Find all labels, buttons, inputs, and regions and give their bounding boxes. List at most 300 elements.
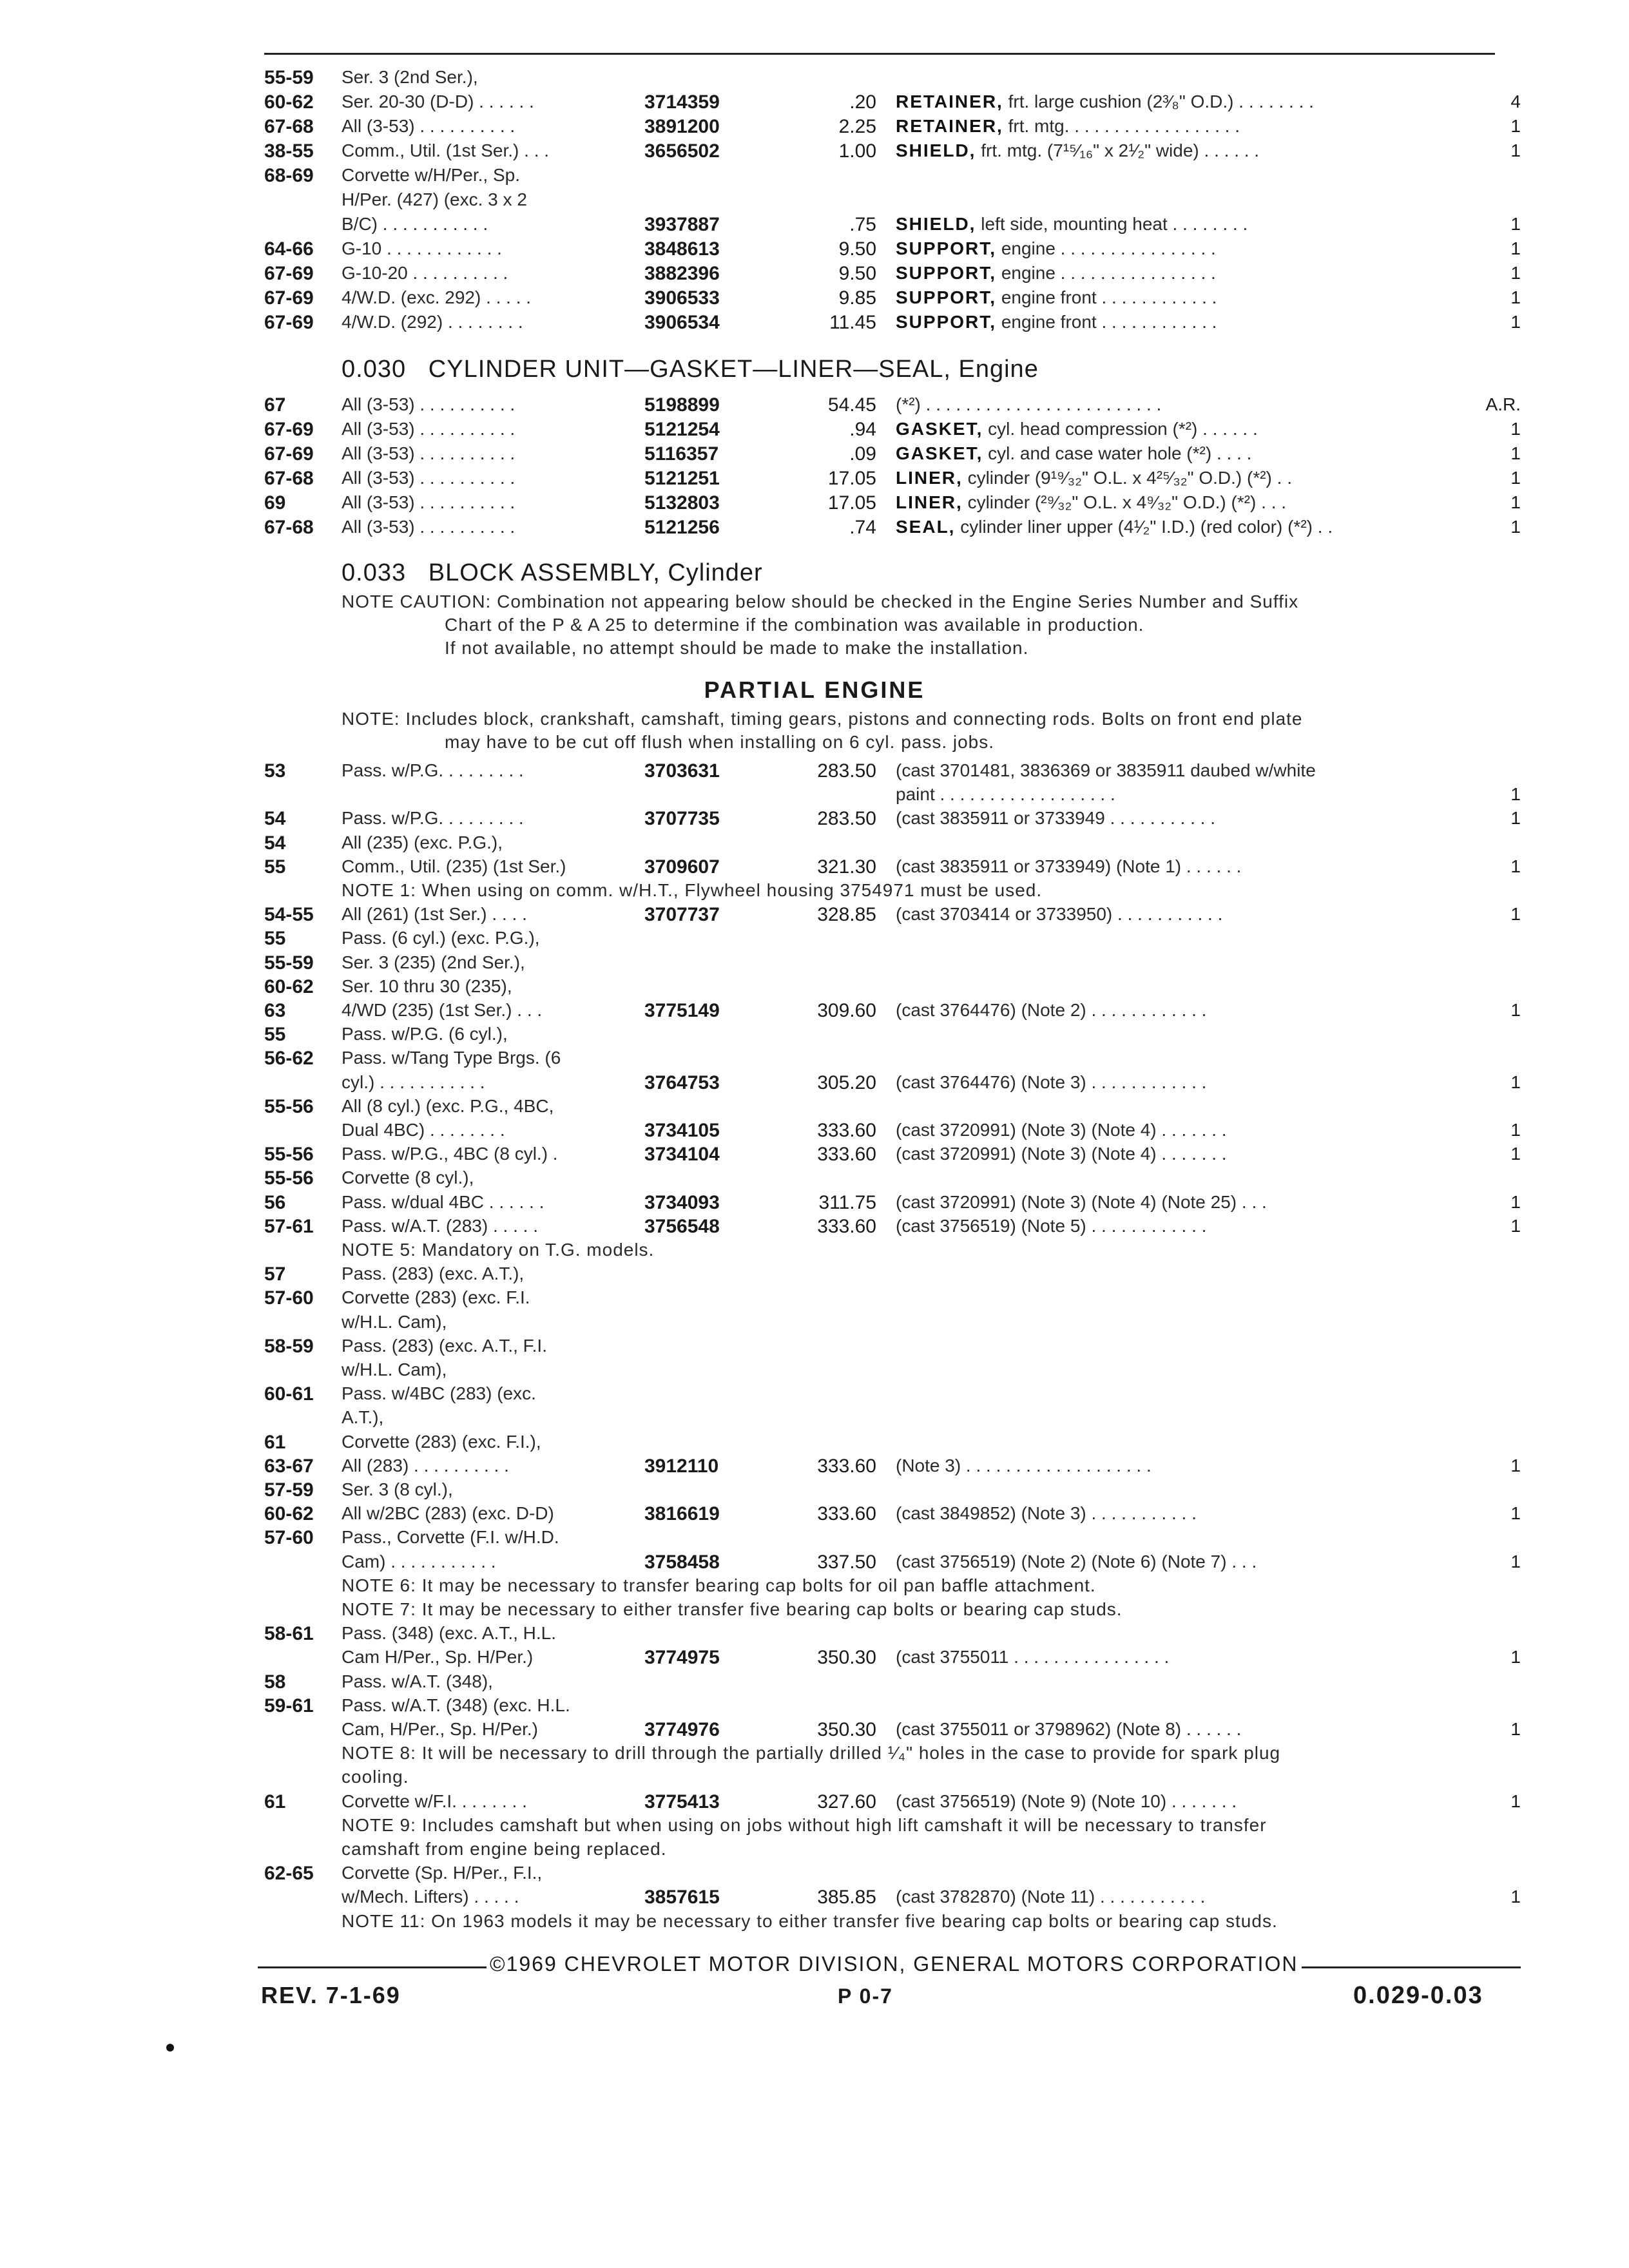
model-application: Ser. 3 (2nd Ser.), — [342, 67, 478, 87]
price: 309.60 — [817, 1000, 876, 1021]
caution-note-line: NOTE CAUTION: Combination not appearing below should be checked in the Engine Series Number and Suffix — [342, 591, 1299, 611]
part-detail: cyl. head compression (*²) . . . . . . — [988, 419, 1258, 439]
price: .75 — [849, 214, 876, 235]
price: 333.60 — [817, 1503, 876, 1525]
note-line: NOTE 8: It will be necessary to drill through the partially drilled ¹⁄₄" holes in the case to provide for spark plug — [342, 1743, 1281, 1763]
part-description — [896, 1503, 1197, 1524]
revision-date: REV. 7-1-69 — [261, 1982, 401, 2008]
quantity: 1 — [1510, 140, 1521, 160]
price: 9.50 — [838, 263, 876, 284]
quantity: 1 — [1510, 1072, 1521, 1092]
quantity: 1 — [1510, 214, 1521, 234]
quantity: 1 — [1510, 1144, 1521, 1164]
part-description — [896, 1456, 1152, 1476]
quantity: 1 — [1510, 1503, 1521, 1524]
price: 54.45 — [827, 394, 876, 416]
part-description — [896, 1000, 1206, 1021]
part-name: SHIELD, — [896, 140, 976, 160]
quantity: 1 — [1510, 419, 1521, 439]
note-line: NOTE 6: It may be necessary to transfer bearing cap bolts for oil pan baffle attachment. — [342, 1575, 1096, 1595]
bullet-mark — [166, 2044, 174, 2052]
quantity: 1 — [1510, 904, 1521, 925]
part-description — [896, 760, 1316, 781]
model-application: 4/W.D. (exc. 292) . . . . . — [342, 287, 532, 307]
model-application: All (3-53) . . . . . . . . . . — [342, 443, 516, 463]
part-description — [896, 784, 1115, 805]
part-description — [896, 468, 1292, 488]
year-range: 55-59 — [264, 952, 314, 974]
price: 328.85 — [817, 904, 876, 926]
note-line: NOTE 7: It may be necessary to either transfer five bearing cap bolts or bearing cap studs. — [342, 1599, 1123, 1619]
note-line: NOTE 9: Includes camshaft but when using on jobs without high lift camshaft it will be necessary to transfer — [342, 1814, 1267, 1835]
model-application: A.T.), — [342, 1407, 384, 1428]
model-application: All (261) (1st Ser.) . . . . — [342, 904, 527, 925]
part-description — [896, 856, 1241, 877]
part-detail: frt. mtg. (7¹⁵⁄₁₆" x 2¹⁄₂" wide) . . . . . . — [981, 140, 1260, 160]
section-range: 0.029-0.03 — [1353, 1982, 1483, 2009]
year-range: 38-55 — [264, 140, 314, 162]
quantity: 1 — [1510, 1000, 1521, 1020]
year-range: 54 — [264, 832, 286, 854]
part-number: 3714359 — [644, 91, 720, 113]
part-number: 3775149 — [644, 1000, 720, 1021]
quantity: 1 — [1510, 1719, 1521, 1739]
part-detail: (cast 3701481, 3836369 or 3835911 daubed w/white — [896, 760, 1316, 780]
year-range: 60-62 — [264, 975, 314, 997]
quantity: 1 — [1510, 1120, 1521, 1140]
price: .09 — [849, 443, 876, 465]
year-range: 55 — [264, 928, 286, 950]
part-name: SUPPORT, — [896, 238, 997, 258]
quantity: 1 — [1510, 1791, 1521, 1811]
section-heading-cylinder-unit — [342, 356, 1039, 383]
model-application: Corvette w/H/Per., Sp. — [342, 165, 520, 185]
model-application: Ser. 20-30 (D-D) . . . . . . — [342, 91, 534, 111]
model-application: Pass. w/A.T. (348), — [342, 1671, 493, 1691]
part-detail: (cast 3782870) (Note 11) . . . . . . . . . . . — [896, 1887, 1206, 1907]
model-application: Pass. (283) (exc. A.T.), — [342, 1264, 525, 1284]
model-application: 4/W.D. (292) . . . . . . . . — [342, 312, 523, 332]
year-range: 60-62 — [264, 91, 314, 113]
model-application: All (3-53) . . . . . . . . . . — [342, 492, 516, 512]
part-description — [896, 263, 1216, 284]
part-description — [896, 1887, 1205, 1907]
part-number: 3848613 — [644, 238, 720, 260]
year-range: 57-60 — [264, 1527, 314, 1549]
part-description — [896, 1719, 1241, 1740]
price: 17.05 — [827, 492, 876, 514]
model-application: w/H.L. Cam), — [342, 1360, 447, 1379]
year-range: 60-62 — [264, 1503, 314, 1525]
part-number: 3906534 — [644, 312, 720, 333]
part-detail: cylinder (9¹⁹⁄₃₂" O.L. x 4²⁵⁄₃₂" O.D.) (*²) . . — [967, 468, 1292, 488]
price: 321.30 — [817, 856, 876, 878]
model-application: All (8 cyl.) (exc. P.G., 4BC, — [342, 1095, 554, 1116]
part-name: LINER, — [896, 468, 963, 488]
top-rule — [264, 53, 1495, 55]
quantity: 1 — [1510, 856, 1521, 876]
part-description — [896, 394, 1161, 415]
part-number: 3734093 — [644, 1191, 720, 1213]
part-description — [896, 443, 1251, 464]
quantity: 1 — [1510, 312, 1521, 332]
part-detail: frt. large cushion (2³⁄₈" O.D.) . . . . . . . . — [1008, 91, 1314, 111]
model-application: All (3-53) . . . . . . . . . . — [342, 419, 516, 439]
part-number: 3709607 — [644, 856, 720, 878]
part-number: 5121254 — [644, 419, 720, 440]
year-range: 57-60 — [264, 1287, 314, 1309]
year-range: 67-69 — [264, 443, 314, 465]
price: 333.60 — [817, 1455, 876, 1477]
partial-engine-note-line: may have to be cut off flush when installing on 6 cyl. pass. jobs. — [445, 732, 995, 752]
model-application: Pass. w/P.G. . . . . . . . . — [342, 760, 524, 780]
quantity: 1 — [1510, 238, 1521, 258]
part-description — [896, 140, 1259, 161]
note-line: NOTE 1: When using on comm. w/H.T., Flywheel housing 3754971 must be used. — [342, 880, 1043, 900]
page-number: P 0-7 — [838, 1984, 893, 2008]
part-description — [896, 116, 1240, 137]
part-description — [896, 214, 1248, 235]
model-application: Ser. 3 (8 cyl.), — [342, 1479, 453, 1499]
quantity: 1 — [1510, 808, 1521, 829]
price: 385.85 — [817, 1887, 876, 1908]
part-number: 5121251 — [644, 468, 720, 489]
year-range: 54 — [264, 808, 286, 830]
part-number: 3707735 — [644, 808, 720, 830]
year-range: 55-59 — [264, 67, 314, 88]
model-application: Pass. w/Tang Type Brgs. (6 — [342, 1048, 561, 1068]
part-description — [896, 492, 1286, 513]
year-range: 58-61 — [264, 1623, 314, 1645]
part-detail: engine front . . . . . . . . . . . . — [1001, 312, 1217, 332]
quantity: 1 — [1510, 1647, 1521, 1667]
model-application: B/C) . . . . . . . . . . . — [342, 214, 488, 234]
quantity: 1 — [1510, 1455, 1521, 1475]
quantity: 1 — [1510, 492, 1521, 512]
part-name: RETAINER, — [896, 91, 1003, 111]
model-application: All w/2BC (283) (exc. D-D) — [342, 1503, 554, 1524]
model-application: G-10 . . . . . . . . . . . . — [342, 238, 502, 258]
part-name: GASKET, — [896, 443, 983, 463]
price: 283.50 — [817, 808, 876, 830]
price: .74 — [849, 517, 876, 538]
year-range: 56 — [264, 1191, 286, 1213]
part-detail: frt. mtg. . . . . . . . . . . . . . . . . . — [1008, 116, 1240, 136]
part-detail: (cast 3756519) (Note 9) (Note 10) . . . . . . . — [896, 1791, 1237, 1811]
part-name: SUPPORT, — [896, 287, 997, 307]
part-description — [896, 1552, 1257, 1572]
model-application: Pass., Corvette (F.I. w/H.D. — [342, 1527, 559, 1548]
part-detail: engine . . . . . . . . . . . . . . . . — [1001, 263, 1216, 283]
price: 283.50 — [817, 760, 876, 782]
note-line: cooling. — [342, 1767, 409, 1787]
part-name: SEAL, — [896, 517, 956, 537]
model-application: Comm., Util. (235) (1st Ser.) — [342, 856, 566, 876]
quantity: 1 — [1510, 263, 1521, 283]
part-number: 3912110 — [644, 1455, 719, 1477]
part-detail: engine . . . . . . . . . . . . . . . . — [1001, 238, 1216, 258]
footer-rule-left — [258, 1966, 487, 1968]
part-name: GASKET, — [896, 419, 983, 439]
model-application: Comm., Util. (1st Ser.) . . . — [342, 140, 550, 160]
year-range: 67-69 — [264, 287, 314, 309]
part-name: SUPPORT, — [896, 312, 997, 332]
model-application: 4/WD (235) (1st Ser.) . . . — [342, 1000, 543, 1020]
part-description — [896, 517, 1333, 537]
price: 9.50 — [838, 238, 876, 260]
part-number: 3937887 — [644, 214, 720, 235]
part-name: RETAINER, — [896, 116, 1003, 136]
year-range: 56-62 — [264, 1048, 314, 1070]
part-description — [896, 1144, 1227, 1164]
price: 1.00 — [838, 140, 876, 162]
year-range: 58-59 — [264, 1335, 314, 1357]
year-range: 59-61 — [264, 1695, 314, 1716]
model-application: Pass. (6 cyl.) (exc. P.G.), — [342, 928, 540, 948]
price: 333.60 — [817, 1215, 876, 1237]
part-detail: (cast 3720991) (Note 3) (Note 4) . . . . . . . — [896, 1120, 1227, 1140]
year-range: 67-68 — [264, 468, 314, 489]
part-detail: paint . . . . . . . . . . . . . . . . . . — [896, 784, 1115, 805]
part-number: 3764753 — [644, 1072, 720, 1093]
quantity: 1 — [1510, 1887, 1521, 1907]
price: .94 — [849, 419, 876, 440]
part-number: 3774975 — [644, 1647, 720, 1669]
part-number: 5121256 — [644, 517, 720, 538]
section-title: CYLINDER UNIT—GASKET—LINER—SEAL, Engine — [428, 356, 1039, 383]
model-application: Pass. w/P.G., 4BC (8 cyl.) . — [342, 1144, 558, 1164]
model-application: Pass. w/A.T. (283) . . . . . — [342, 1215, 538, 1236]
section-title: BLOCK ASSEMBLY, Cylinder — [428, 559, 763, 586]
quantity: 1 — [1510, 116, 1521, 136]
part-detail: (cast 3703414 or 3733950) . . . . . . . . . . . — [896, 904, 1223, 925]
footer-rule-right — [1302, 1966, 1521, 1968]
part-description — [896, 1216, 1206, 1236]
part-number: 3891200 — [644, 116, 720, 137]
quantity: 1 — [1510, 287, 1521, 307]
part-number: 3707737 — [644, 904, 720, 926]
year-range: 67-68 — [264, 517, 314, 538]
part-number: 3734105 — [644, 1120, 720, 1141]
model-application: Ser. 3 (235) (2nd Ser.), — [342, 952, 525, 972]
part-number: 3703631 — [644, 760, 720, 782]
part-number: 3758458 — [644, 1551, 720, 1573]
part-detail: (cast 3835911 or 3733949 . . . . . . . . . . . — [896, 808, 1215, 829]
caution-note-line: If not available, no attempt should be made to make the installation. — [445, 638, 1029, 658]
model-application: Pass. (348) (exc. A.T., H.L. — [342, 1623, 557, 1644]
part-detail: (cast 3755011 or 3798962) (Note 8) . . . . . . — [896, 1719, 1242, 1739]
year-range: 67-69 — [264, 312, 314, 333]
part-detail: (cast 3764476) (Note 3) . . . . . . . . . . . . — [896, 1072, 1207, 1092]
part-name: LINER, — [896, 492, 963, 512]
model-application: Cam, H/Per., Sp. H/Per.) — [342, 1719, 538, 1739]
model-application: Ser. 10 thru 30 (235), — [342, 975, 512, 996]
quantity: 1 — [1510, 1191, 1521, 1212]
part-description — [896, 1072, 1206, 1093]
part-number: 3775413 — [644, 1791, 720, 1812]
model-application: Pass. w/P.G. . . . . . . . . — [342, 808, 524, 829]
model-application: All (3-53) . . . . . . . . . . — [342, 116, 516, 136]
price: 350.30 — [817, 1719, 876, 1740]
partial-engine-note-line: NOTE: Includes block, crankshaft, camshaft, timing gears, pistons and connecting rods. Bolts on front end plate — [342, 709, 1303, 729]
part-description — [896, 238, 1216, 259]
section-number: 0.030 — [342, 356, 407, 383]
year-range: 53 — [264, 760, 286, 782]
partial-engine-heading: PARTIAL ENGINE — [704, 677, 925, 703]
price: 2.25 — [838, 116, 876, 137]
quantity: 1 — [1510, 784, 1521, 805]
year-range: 55 — [264, 1024, 286, 1046]
model-application: Corvette w/F.I. . . . . . . . — [342, 1791, 527, 1811]
part-number: 5116357 — [644, 443, 719, 465]
model-application: Corvette (Sp. H/Per., F.I., — [342, 1863, 543, 1883]
quantity: 1 — [1510, 1215, 1521, 1236]
quantity: 1 — [1510, 1551, 1521, 1571]
part-number: 3857615 — [644, 1887, 720, 1908]
year-range: 68-69 — [264, 165, 314, 186]
model-application: Dual 4BC) . . . . . . . . — [342, 1120, 505, 1140]
year-range: 61 — [264, 1791, 286, 1812]
model-application: All (3-53) . . . . . . . . . . — [342, 468, 516, 488]
price: 311.75 — [818, 1191, 876, 1213]
year-range: 55-56 — [264, 1095, 314, 1117]
part-description — [896, 904, 1222, 925]
year-range: 55-56 — [264, 1168, 314, 1189]
quantity: 1 — [1510, 517, 1521, 537]
price: 350.30 — [817, 1647, 876, 1669]
part-detail: (cast 3720991) (Note 3) (Note 4) . . . . . . . — [896, 1144, 1227, 1164]
quantity: 1 — [1510, 443, 1521, 463]
year-range: 57 — [264, 1264, 286, 1285]
price: 333.60 — [817, 1120, 876, 1141]
year-range: 64-66 — [264, 238, 314, 260]
price: 17.05 — [827, 468, 876, 489]
part-description — [896, 287, 1217, 308]
year-range: 63-67 — [264, 1455, 314, 1477]
part-name: SUPPORT, — [896, 263, 997, 283]
part-number: 5198899 — [644, 394, 720, 416]
model-application: w/Mech. Lifters) . . . . . — [342, 1887, 519, 1907]
year-range: 57-59 — [264, 1479, 314, 1501]
year-range: 67-69 — [264, 263, 314, 284]
year-range: 69 — [264, 492, 286, 514]
caution-note-line: Chart of the P & A 25 to determine if the combination was available in production. — [445, 615, 1144, 635]
model-application: All (3-53) . . . . . . . . . . — [342, 394, 516, 414]
part-description — [896, 1647, 1169, 1667]
part-description — [896, 1791, 1237, 1812]
model-application: Corvette (283) (exc. F.I.), — [342, 1431, 541, 1452]
model-application: cyl.) . . . . . . . . . . . — [342, 1072, 485, 1092]
part-detail: (cast 3764476) (Note 2) . . . . . . . . . . . . — [896, 1000, 1207, 1020]
year-range: 67-68 — [264, 116, 314, 137]
price: 333.60 — [817, 1144, 876, 1166]
part-number: 3816619 — [644, 1503, 720, 1525]
part-number: 3656502 — [644, 140, 720, 162]
part-description — [896, 1192, 1267, 1213]
price: 9.85 — [838, 287, 876, 309]
part-number: 5132803 — [644, 492, 720, 514]
model-application: Pass. (283) (exc. A.T., F.I. — [342, 1335, 547, 1356]
year-range: 55 — [264, 856, 286, 878]
model-application: Pass. w/4BC (283) (exc. — [342, 1383, 536, 1404]
note-line: NOTE 11: On 1963 models it may be necessary to either transfer five bearing cap bolts or bearing cap studs. — [342, 1910, 1278, 1931]
year-range: 62-65 — [264, 1863, 314, 1885]
year-range: 57-61 — [264, 1215, 314, 1237]
part-name: SHIELD, — [896, 214, 976, 234]
part-number: 3734104 — [644, 1144, 720, 1166]
model-application: Cam H/Per., Sp. H/Per.) — [342, 1647, 534, 1667]
part-detail: engine front . . . . . . . . . . . . — [1001, 287, 1217, 307]
price: 305.20 — [817, 1072, 876, 1093]
year-range: 67 — [264, 394, 286, 416]
copyright-line: ©1969 CHEVROLET MOTOR DIVISION, GENERAL MOTORS CORPORATION — [490, 1952, 1298, 1975]
section-number: 0.033 — [342, 559, 407, 586]
section-heading-block-assembly — [342, 559, 763, 587]
part-number: 3906533 — [644, 287, 720, 309]
model-application: H/Per. (427) (exc. 3 x 2 — [342, 189, 527, 209]
part-detail: (cast 3835911 or 3733949) (Note 1) . . . . . . — [896, 856, 1242, 876]
part-description — [896, 419, 1258, 439]
quantity: 1 — [1510, 468, 1521, 488]
model-application: Corvette (283) (exc. F.I. — [342, 1287, 530, 1308]
model-application: Pass. w/dual 4BC . . . . . . — [342, 1191, 545, 1212]
year-range: 54-55 — [264, 904, 314, 926]
part-description — [896, 808, 1215, 829]
part-description — [896, 1120, 1227, 1140]
part-detail: cylinder liner upper (4¹⁄₂" I.D.) (red color) (*²) . . — [960, 517, 1333, 537]
model-application: G-10-20 . . . . . . . . . . — [342, 263, 508, 283]
price: 327.60 — [817, 1791, 876, 1812]
price: 11.45 — [829, 312, 876, 333]
part-number: 3756548 — [644, 1215, 720, 1237]
price: 337.50 — [817, 1551, 876, 1573]
part-detail: (cast 3756519) (Note 5) . . . . . . . . . . . . — [896, 1215, 1207, 1236]
note-line: camshaft from engine being replaced. — [342, 1839, 667, 1859]
part-detail: cyl. and case water hole (*²) . . . . — [988, 443, 1252, 463]
year-range: 63 — [264, 1000, 286, 1021]
model-application: Pass. w/P.G. (6 cyl.), — [342, 1024, 508, 1044]
model-application: Corvette (8 cyl.), — [342, 1168, 474, 1188]
model-application: All (283) . . . . . . . . . . — [342, 1455, 509, 1475]
model-application: Pass. w/A.T. (348) (exc. H.L. — [342, 1695, 570, 1715]
part-detail: cylinder (²⁹⁄₃₂" O.L. x 4⁹⁄₃₂" O.D.) (*²) . . . — [967, 492, 1287, 512]
year-range: 67-69 — [264, 419, 314, 440]
year-range: 55-56 — [264, 1144, 314, 1166]
part-description — [896, 312, 1217, 332]
part-description — [896, 91, 1314, 112]
model-application: All (235) (exc. P.G.), — [342, 832, 503, 852]
model-application: w/H.L. Cam), — [342, 1311, 447, 1332]
quantity: A.R. — [1485, 394, 1521, 414]
model-application: Cam) . . . . . . . . . . . — [342, 1551, 496, 1571]
model-application: All (3-53) . . . . . . . . . . — [342, 517, 516, 537]
part-number: 3774976 — [644, 1719, 720, 1740]
part-detail: (Note 3) . . . . . . . . . . . . . . . . . . . — [896, 1455, 1152, 1475]
price: .20 — [849, 91, 876, 113]
part-detail: (cast 3756519) (Note 2) (Note 6) (Note 7) . . . — [896, 1551, 1257, 1571]
part-number: 3882396 — [644, 263, 720, 284]
part-detail: left side, mounting heat . . . . . . . . — [981, 214, 1248, 234]
year-range: 61 — [264, 1431, 286, 1453]
part-detail: (*²) . . . . . . . . . . . . . . . . . . . . . . . . — [896, 394, 1162, 414]
quantity: 4 — [1510, 91, 1521, 111]
year-range: 60-61 — [264, 1383, 314, 1405]
part-detail: (cast 3720991) (Note 3) (Note 4) (Note 25) . . . — [896, 1191, 1267, 1212]
part-detail: (cast 3755011 . . . . . . . . . . . . . . . . — [896, 1647, 1170, 1667]
year-range: 58 — [264, 1671, 286, 1693]
part-detail: (cast 3849852) (Note 3) . . . . . . . . . . . — [896, 1503, 1197, 1524]
note-line: NOTE 5: Mandatory on T.G. models. — [342, 1240, 655, 1260]
